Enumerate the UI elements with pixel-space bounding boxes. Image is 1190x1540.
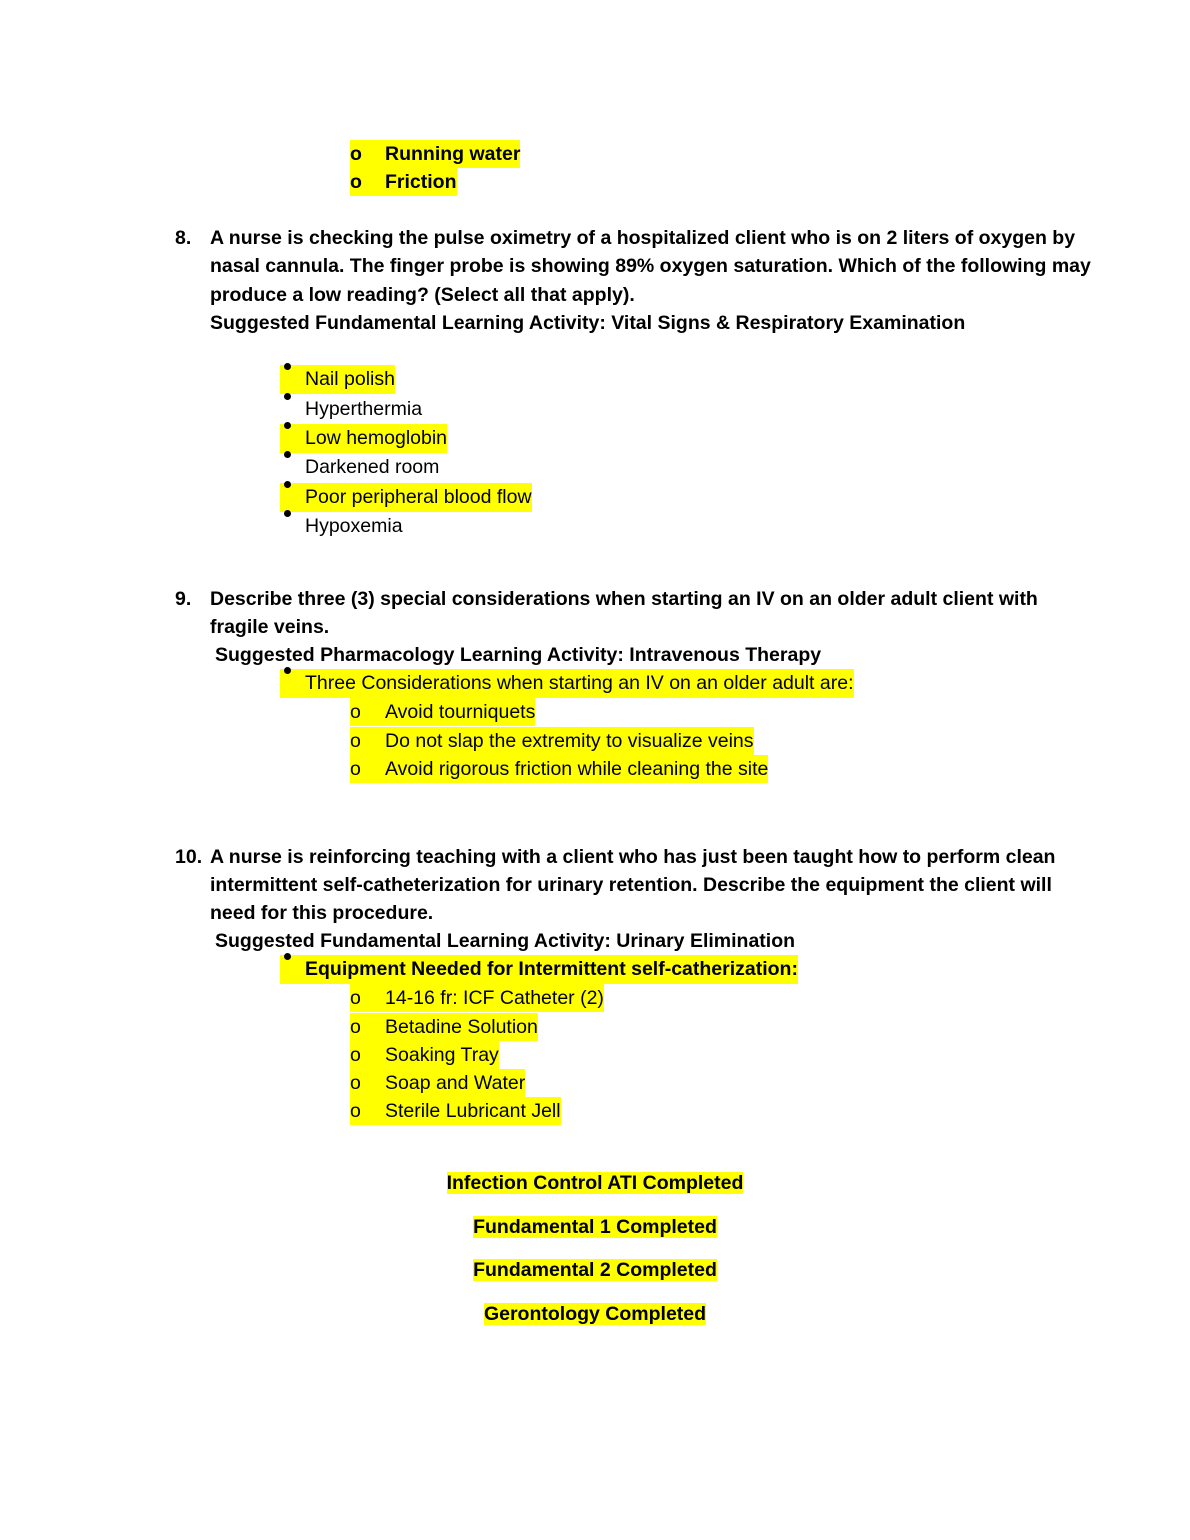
question-number: 8. — [175, 227, 192, 249]
list-item: o Friction — [350, 168, 457, 196]
answer-option: Low hemoglobin — [280, 424, 447, 453]
list-item: o Soap and Water — [350, 1069, 525, 1097]
question-text: need for this procedure. — [210, 902, 434, 924]
question-text: fragile veins. — [210, 616, 330, 638]
answer-option: Nail polish — [280, 365, 395, 394]
completion-label: Fundamental 1 Completed — [473, 1216, 717, 1238]
answer-bullet: Three Considerations when starting an IV on an older adult are: — [280, 669, 854, 698]
question-number: 9. — [175, 588, 192, 610]
question-number: 10. — [175, 846, 203, 868]
list-item: o Soaking Tray — [350, 1041, 499, 1069]
list-item: o Betadine Solution — [350, 1013, 538, 1041]
learning-activity: Suggested Fundamental Learning Activity: Urinary Elimination — [215, 930, 796, 952]
completion-label: Infection Control ATI Completed — [446, 1172, 744, 1194]
question-text: produce a low reading? (Select all that apply). — [210, 284, 635, 306]
list-item: o Sterile Lubricant Jell — [350, 1097, 561, 1125]
answer-bullet: Equipment Needed for Intermittent self-catherization: — [280, 955, 798, 984]
answer-option: Poor peripheral blood flow — [280, 483, 532, 512]
question-text: A nurse is checking the pulse oximetry of a hospitalized client who is on 2 liters of oxygen by — [210, 227, 1076, 249]
question-text: nasal cannula. The finger probe is showing 89% oxygen saturation. Which of the following may — [210, 255, 1091, 277]
learning-activity: Suggested Pharmacology Learning Activity: Intravenous Therapy — [215, 644, 822, 666]
answer-option: Hypoxemia — [280, 512, 403, 541]
list-item: o 14-16 fr: ICF Catheter (2) — [350, 984, 604, 1012]
question-text: A nurse is reinforcing teaching with a client who has just been taught how to perform clean — [210, 846, 1056, 868]
completion-label: Fundamental 2 Completed — [473, 1259, 717, 1281]
question-text: Describe three (3) special considerations when starting an IV on an older adult client with — [210, 588, 1038, 610]
learning-activity: Suggested Fundamental Learning Activity: Vital Signs & Respiratory Examination — [210, 312, 966, 334]
list-item: o Avoid tourniquets — [350, 698, 535, 726]
list-item: o Do not slap the extremity to visualize veins — [350, 727, 754, 755]
list-item: o Running water — [350, 140, 520, 168]
answer-option: Hyperthermia — [280, 395, 422, 424]
completion-label: Gerontology Completed — [483, 1303, 707, 1325]
question-text: intermittent self-catheterization for urinary retention. Describe the equipment the client will — [210, 874, 1052, 896]
answer-option: Darkened room — [280, 453, 439, 482]
list-item: o Avoid rigorous friction while cleaning the site — [350, 755, 768, 783]
